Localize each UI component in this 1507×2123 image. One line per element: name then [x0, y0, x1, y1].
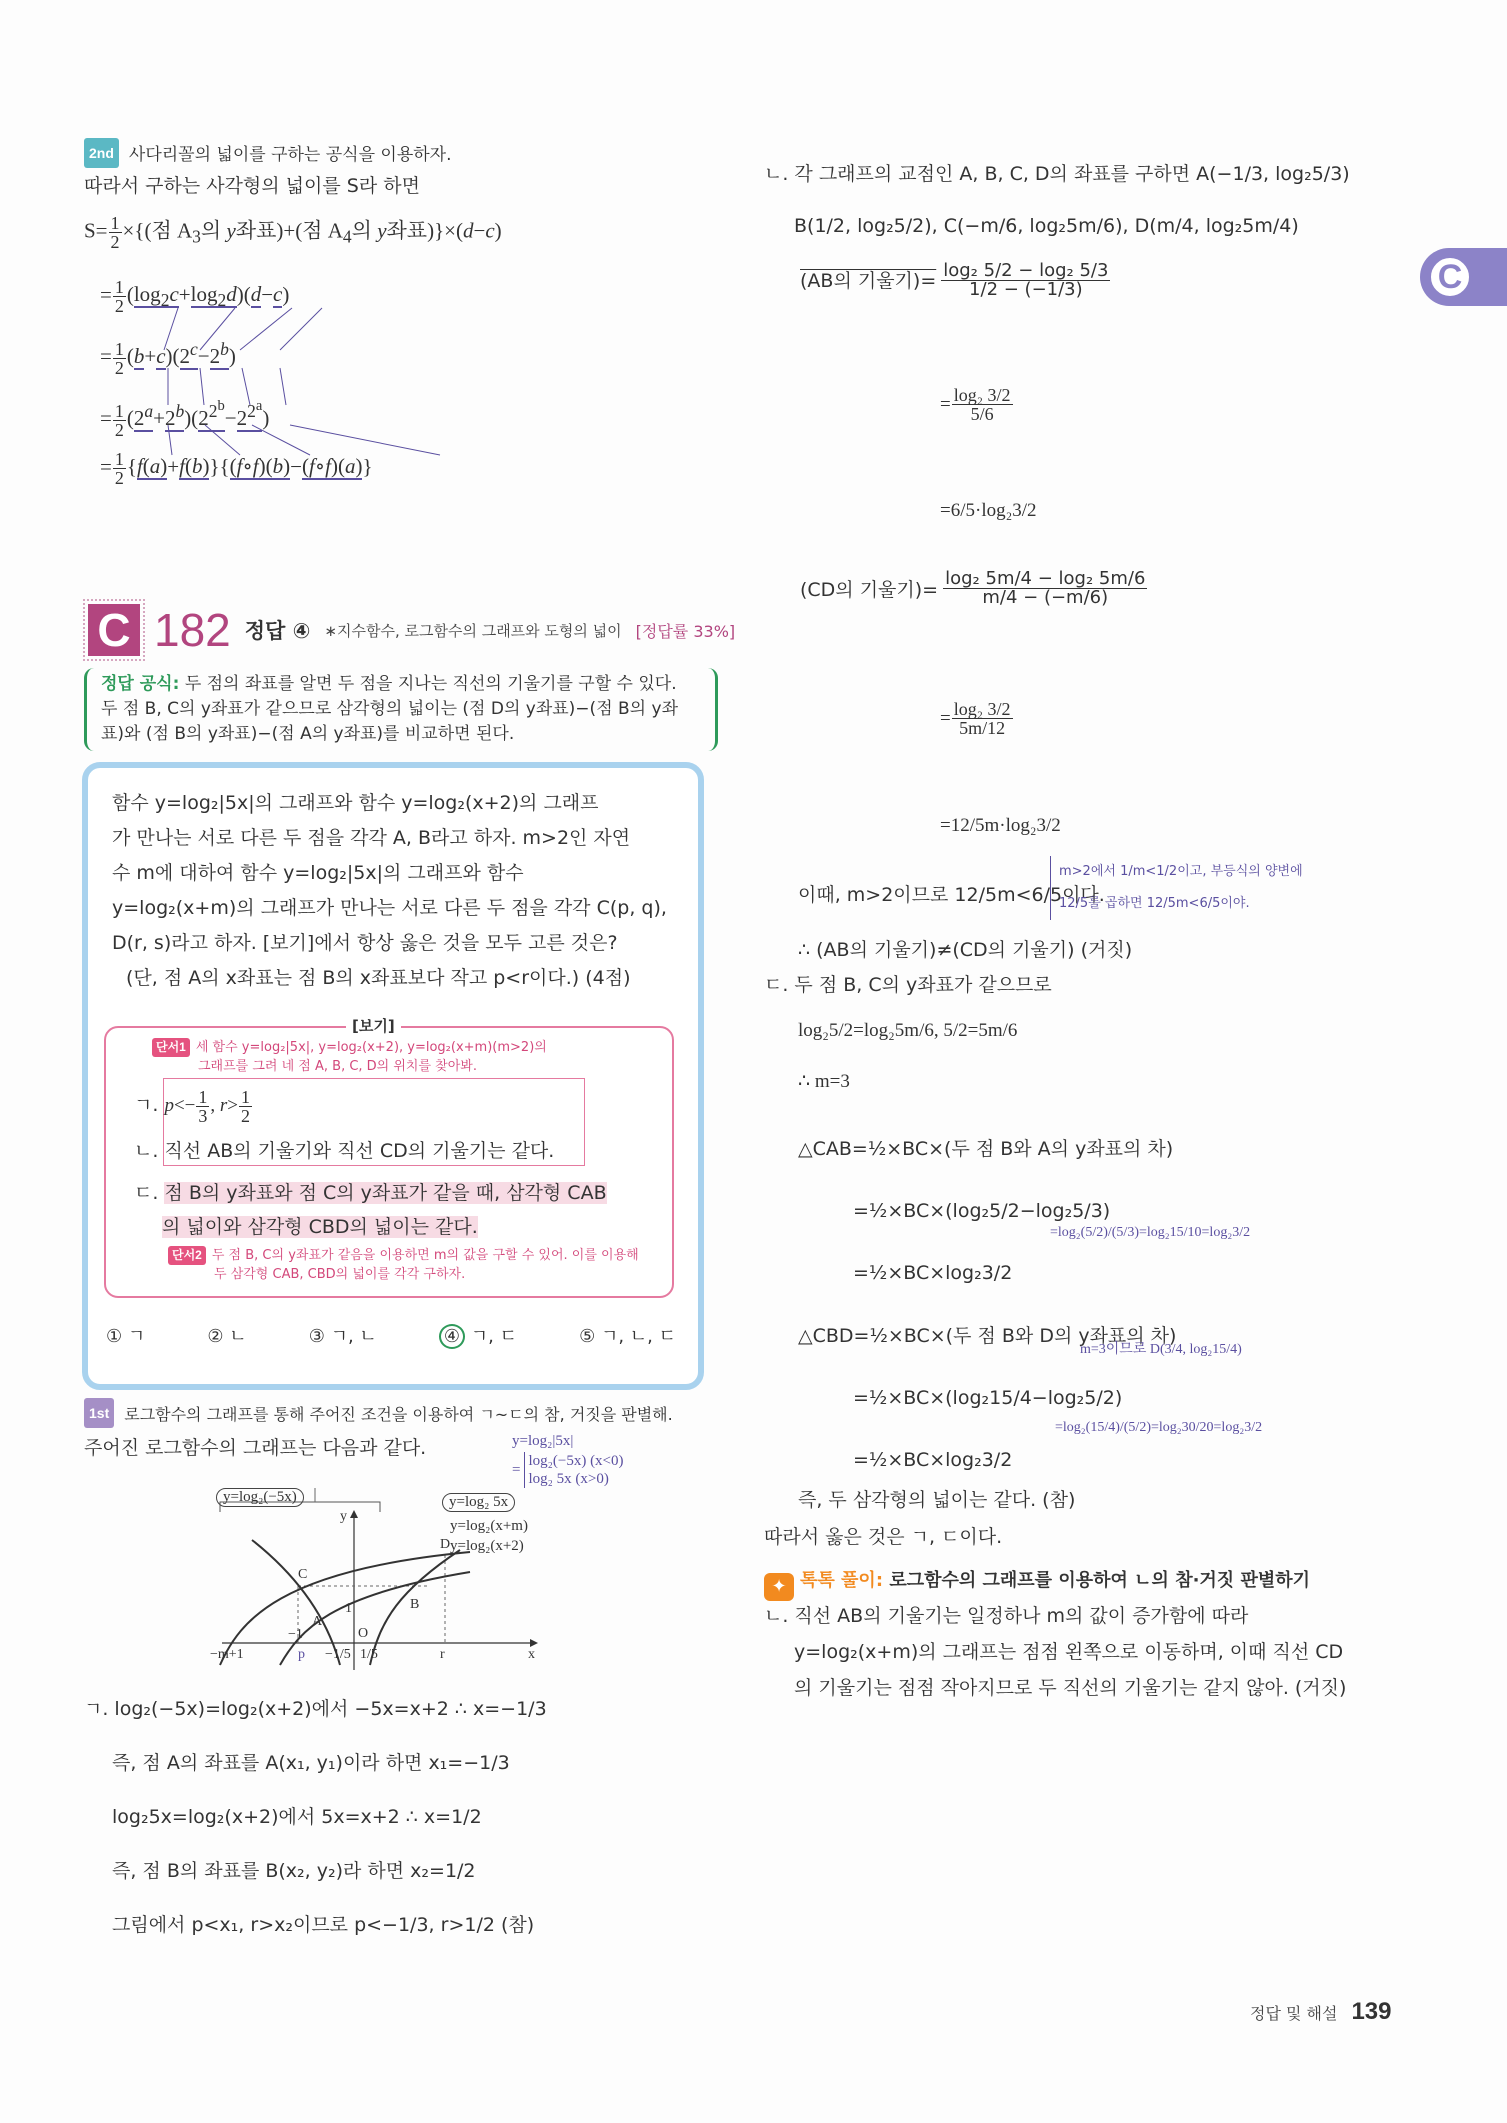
n-conclusion: ∴ (AB의 기울기)≠(CD의 기울기) (거짓) [798, 939, 1133, 961]
choice-3[interactable]: ③ ㄱ, ㄴ [308, 1326, 377, 1347]
graph-annotation: y=log₂|5x| = log₂(−5x) (x<0) log₂ 5x (x>0) [512, 1433, 624, 1487]
graph-label-pos: y=log₂ 5x [442, 1493, 515, 1512]
inequality: 이때, m>2이므로 12/5m<6/5이다. [798, 884, 1105, 906]
bogi-box [104, 1017, 674, 1298]
bogi-item-3: ㄷ. 점 B의 y좌표와 점 C의 y좌표가 같을 때, 삼각형 CAB 의 넓이와 삼각형 CBD의 넓이는 같다. [134, 1182, 607, 1238]
hint-2: 단서2 두 점 B, C의 y좌표가 같음을 이용하면 m의 값을 구할 수 있어. 이를 이용해 두 삼각형 CAB, CBD의 넓이를 각각 구하자. [168, 1246, 639, 1284]
cbd-area: △CBD=½×BC×(두 점 B와 D의 y좌표의 차) =½×BC×(log₂15/4−log₂5/2) =½×BC×log₂3/2 [798, 1325, 1177, 1471]
question-number: 182 [154, 604, 231, 656]
answer-choices [106, 1322, 676, 1348]
choice-2[interactable]: ② ㄴ [207, 1326, 247, 1347]
d-eq: log₂5/2=log₂5m/6, 5/2=5m/6 [798, 1020, 1018, 1041]
cd-step-2: = $\frac{\text{log₂ 3/2}}{5m/12}$ [940, 699, 1011, 738]
svg-text:−m+1: −m+1 [210, 1647, 244, 1662]
solution-g: ㄱ. log₂(−5x)=log₂(x+2)에서 −5x=x+2 ∴ x=−1/3 즉, 점 A의 좌표를 A(x₁, y₁)이라 하면 x₁=−1/3 log₂5x=log₂(x+2)에서 5x=x+2 ∴ x=1/2 즉, 점 B의 좌표를 B(x₂, y₂)라 하면 x₂=1/2 그림에서 p<x₁, r>x₂이므로 p<−1/3, r>1/2 (참) [84, 1698, 547, 1936]
bogi-title: [보기] [346, 1015, 401, 1036]
prev-eq-5: = $\frac{1}{2}$ {f(a)+f(b)}{(f∘f)(b)−(f∘f)(a)} [100, 449, 373, 488]
graph-label-m: y=log₂(x+m) [450, 1518, 528, 1534]
cab-area: △CAB=½×BC×(두 점 B와 A의 y좌표의 차) =½×BC×(log₂5/2−log₂5/3) =½×BC×log₂3/2 [798, 1138, 1174, 1284]
svg-text:y: y [340, 1509, 347, 1524]
d-m: ∴ m=3 [798, 1071, 850, 1092]
svg-text:C: C [298, 1567, 308, 1582]
prev-eq-3: = $\frac{1}{2}$ $(b+c)(2^c-2^b)$ [100, 338, 236, 378]
prev-eq-1: S= $\frac{1}{2}$ ×{(점 $A_3$의 y좌표)+(점 $A_4$의 y좌표)}×(d−c) [84, 213, 502, 252]
ab-step-2: = $\frac{\text{log₂ 3/2}}{5/6}$ [940, 385, 1011, 424]
step-tag-1st: 1st [84, 1398, 114, 1428]
choice-1[interactable]: ① ㄱ [106, 1326, 146, 1347]
tok-body: ㄴ. 직선 AB의 기울기는 일정하나 m의 값이 증가함에 따라 y=log₂(x+m)의 그래프는 점점 왼쪽으로 이동하며, 이때 직선 CD 의 기울기는 점점 작아지므로 두 직선의 기울기는 같지 않아. (거짓) [764, 1605, 1347, 1699]
prev-step-2nd: 2nd 사다리꼴의 넓이를 구하는 공식을 이용하자. [84, 138, 452, 169]
choice-4-selected[interactable]: ④ ㄱ, ㄷ [439, 1322, 517, 1348]
svg-text:−1: −1 [288, 1627, 303, 1642]
cab-note: =log₂(5/2)/(5/3)=log₂15/10=log₂3/2 [1050, 1225, 1251, 1240]
page-number: 139 [1351, 1998, 1392, 2025]
ab-slope: (AB의 기울기)= $\frac{\text{log₂ 5/2 − log₂ 5/3}}{1/2 - (-1/3)}$ [800, 260, 1109, 300]
magic-wand-icon: ✦ [764, 1573, 794, 1601]
svg-text:p: p [298, 1647, 305, 1662]
prev-eq-2: = $\frac{1}{2}$ $(\log_2c+\log_2d)(d-c)$ [100, 277, 290, 316]
svg-text:x: x [528, 1647, 535, 1662]
svg-text:A: A [312, 1614, 323, 1629]
step-tag-2nd: 2nd [84, 138, 119, 168]
page-footer [1250, 1998, 1392, 2026]
ab-step-3: =6/5·log₂3/2 [940, 500, 1037, 521]
svg-text:D: D [440, 1537, 451, 1552]
bogi-item-2: ㄴ. 직선 AB의 기울기와 직선 CD의 기울기는 같다. [134, 1140, 555, 1162]
graph-label-neg: y=log₂(−5x) [216, 1488, 304, 1507]
svg-text:r: r [440, 1647, 445, 1662]
final-answer: 따라서 옳은 것은 ㄱ, ㄷ이다. [764, 1526, 1003, 1548]
footer-label: 정답 및 해설 [1250, 2004, 1338, 2023]
hint-2-tag: 단서2 [168, 1246, 206, 1265]
question-header [88, 603, 735, 657]
inequality-note: m>2에서 1/m<1/2이고, 부등식의 양변에 12/5를 곱하면 12/5m<6/5이야. [1050, 856, 1303, 920]
cbd-note: =log₂(15/4)/(5/2)=log₂30/20=log₂3/2 [1055, 1420, 1263, 1435]
svg-text:1: 1 [345, 1601, 352, 1616]
problem-text: 함수 y=log₂|5x|의 그래프와 함수 y=log₂(x+2)의 그래프 가 만나는 서로 다른 두 점을 각각 A, B라고 하자. m>2인 자연 수 m에 대하여 함수 y=log₂|5x|의 그래프와 함수 y=log₂(x+m)의 그래프가 만나는 서로 다른 두 점을 각각 C(p, q), D(r, s)라고 하자. [보기]에서 항상 옳은 것을 모두 고른 것은? (단, 점 A의 x좌표는 점 B의 x좌표보다 작고 p<r이다.) (4점) [112, 792, 667, 989]
graph-label-2: y=log₂(x+2) [450, 1538, 524, 1554]
svg-text:O: O [358, 1626, 369, 1641]
problem-box [82, 762, 704, 1390]
d-conclusion: 즉, 두 삼각형의 넓이는 같다. (참) [798, 1489, 1076, 1511]
svg-text:−1/5: −1/5 [325, 1647, 351, 1662]
d-intro: ㄷ. 두 점 B, C의 y좌표가 같으므로 [764, 974, 1052, 996]
formula-label: 정답 공식: [101, 674, 180, 694]
accuracy-rate: [정답률 33%] [635, 621, 736, 641]
choice-5[interactable]: ⑤ ㄱ, ㄴ, ㄷ [579, 1326, 676, 1347]
prev-intro: 따라서 구하는 사각형의 넓이를 S라 하면 [84, 175, 420, 197]
question-badge: C [88, 604, 140, 656]
solution-step-1st: 1st 로그함수의 그래프를 통해 주어진 조건을 이용하여 ㄱ~ㄷ의 참, 거짓을 판별해. [84, 1398, 673, 1429]
formula-box: 정답 공식: 두 점의 좌표를 알면 두 점을 지나는 직선의 기울기를 구할 수 있다. 두 점 B, C의 y좌표가 같으므로 삼각형의 넓이는 (점 D의 y좌표)−(점 B의 y좌 표)와 (점 B의 y좌표)−(점 A의 y좌표)를 비교하면 된다. [84, 668, 718, 751]
svg-text:1/5: 1/5 [360, 1647, 378, 1662]
solution-n: ㄴ. 각 그래프의 교점인 A, B, C, D의 좌표를 구하면 A(−1/3, log₂5/3) B(1/2, log₂5/2), C(−m/6, log₂5m/6), D(m/4, log₂5m/4) [764, 163, 1350, 237]
topic-label: ∗지수함수, 로그함수의 그래프와 도형의 넓이 [324, 621, 622, 640]
tok-header: ✦ 톡톡 풀이: 로그함수의 그래프를 이용하여 ㄴ의 참·거짓 판별하기 [764, 1566, 1310, 1601]
answer-label: 정답 ④ [244, 619, 311, 643]
graph-intro: 주어진 로그함수의 그래프는 다음과 같다. [84, 1437, 427, 1459]
svg-text:B: B [410, 1597, 420, 1612]
chapter-c-icon: C [1427, 254, 1473, 300]
substitution-arrows [140, 300, 470, 465]
cd-step-3: =12/5m·log₂3/2 [940, 815, 1061, 836]
hint-1-tag: 단서1 [152, 1038, 190, 1057]
cbd-note-d: m=3이므로 D(3/4, log₂15/4) [1080, 1342, 1242, 1357]
cd-slope: (CD의 기울기)= $\frac{\text{log₂ 5m/4 − log₂ 5m/6}}{m/4 - (-m/6)}$ [800, 568, 1146, 608]
bogi-item-1: ㄱ. p<− $\frac{1}{3}$ , r> $\frac{1}{2}$ [134, 1087, 251, 1126]
prev-eq-4: = $\frac{1}{2}$ $(2^a+2^b)(2^{2^b}-2^{2^a})$ [100, 398, 270, 440]
hint-1: 단서1 세 함수 y=log₂|5x|, y=log₂(x+2), y=log₂(x+m)(m>2)의 그래프를 그려 네 점 A, B, C, D의 위치를 찾아봐. [152, 1038, 547, 1076]
